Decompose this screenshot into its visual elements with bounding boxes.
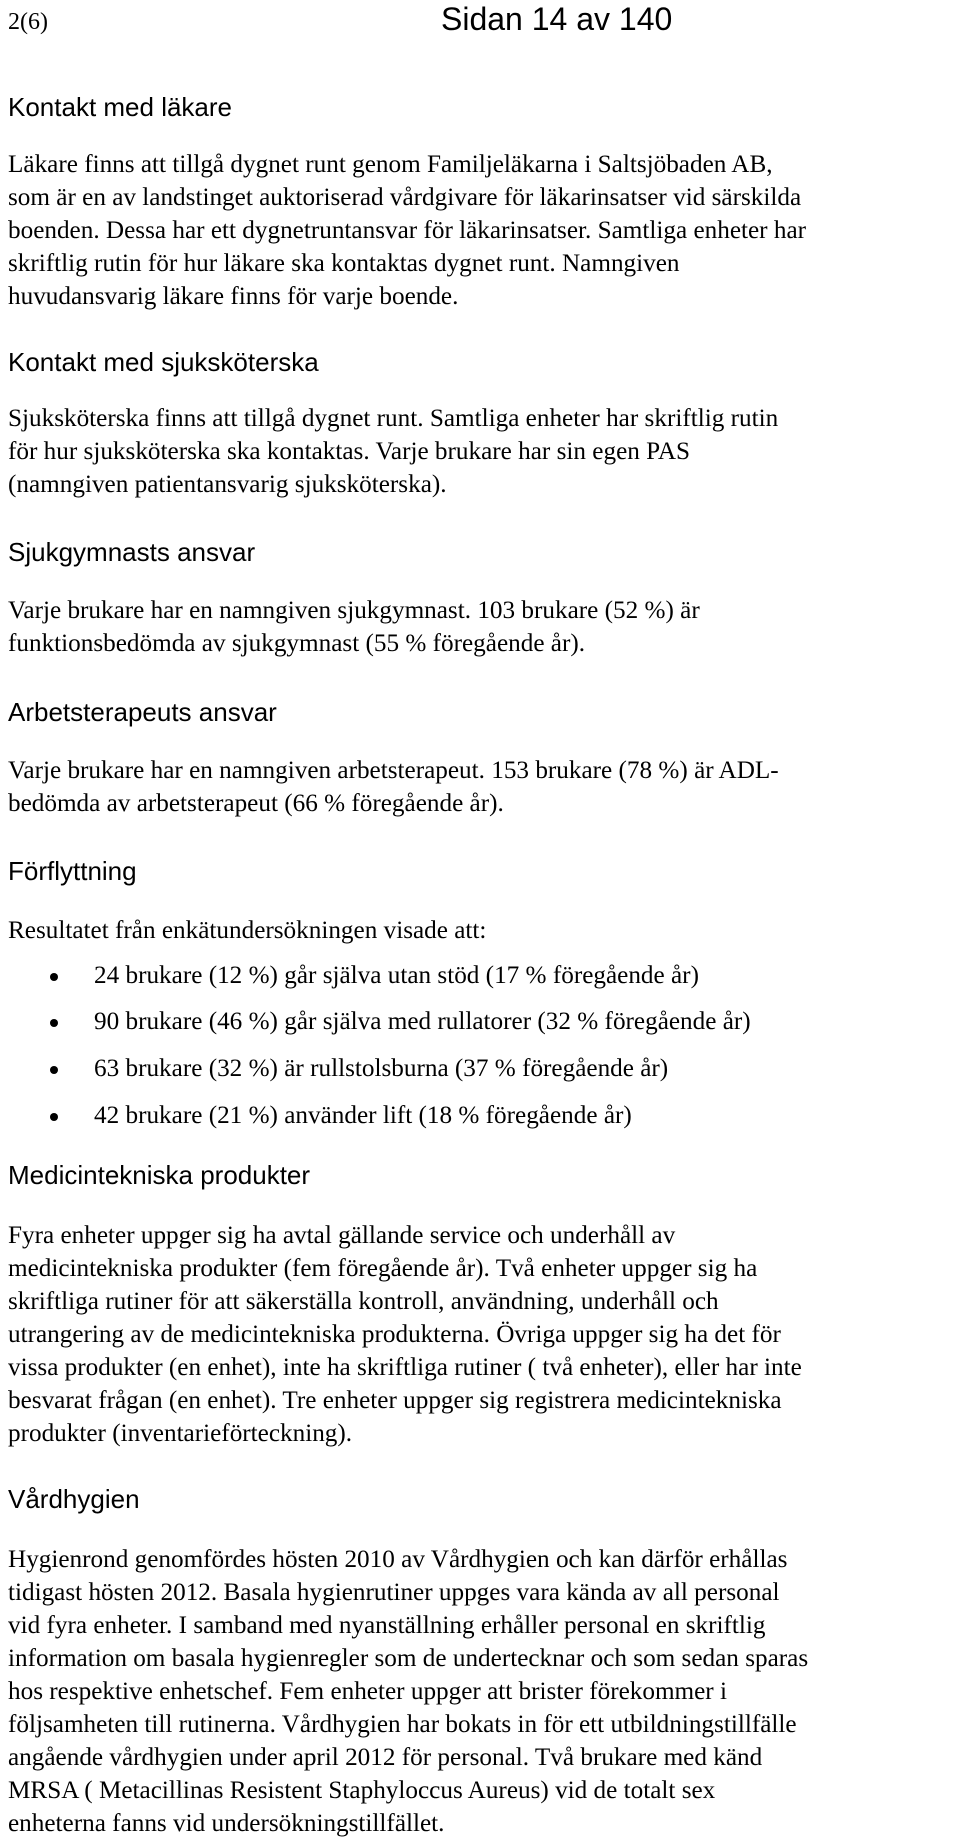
- paragraph-line: medicintekniska produkter (fem föregående år). Två enheter uppger sig ha: [8, 1255, 758, 1282]
- paragraph-kontakt-med-lakare: [8, 148, 956, 313]
- paragraph-kontakt-med-sjukskoterska: [8, 402, 956, 501]
- paragraph-line: (namngiven patientansvarig sjuksköterska).: [8, 471, 447, 498]
- paragraph-line: Resultatet från enkätundersökningen visade att:: [8, 917, 487, 944]
- paragraph-line: Hygienrond genomfördes hösten 2010 av Vårdhygien och kan därför erhållas: [8, 1546, 788, 1573]
- paragraph-line: angående vårdhygien under april 2012 för personal. Två brukare med känd: [8, 1744, 763, 1771]
- paragraph-line: Varje brukare har en namngiven sjukgymnast. 103 brukare (52 %) är: [8, 597, 700, 624]
- paragraph-line: vissa produkter (en enhet), inte ha skriftliga rutiner ( två enheter), eller har inte: [8, 1354, 802, 1381]
- paragraph-line: skriftliga rutiner för att säkerställa kontroll, användning, underhåll och: [8, 1288, 719, 1315]
- paragraph-line: för hur sjuksköterska ska kontaktas. Varje brukare har sin egen PAS: [8, 438, 691, 465]
- heading-medicintekniska-produkter: Medicintekniska produkter: [8, 1160, 311, 1190]
- paragraph-line: bedömda av arbetsterapeut (66 % föregående år).: [8, 790, 504, 817]
- paragraph-line: vid fyra enheter. I samband med nyanställning erhåller personal en skriftlig: [8, 1612, 766, 1639]
- paragraph-line: skriftlig rutin för hur läkare ska kontaktas dygnet runt. Namngiven: [8, 250, 680, 277]
- paragraph-line: hos respektive enhetschef. Fem enheter uppger att brister förekommer i: [8, 1678, 727, 1705]
- bullet-icon: [50, 1019, 58, 1027]
- paragraph-line: boenden. Dessa har ett dygnetruntansvar för läkarinsatser. Samtliga enheter har: [8, 217, 807, 244]
- list-item-text: 42 brukare (21 %) använder lift (18 % föregående år): [94, 1102, 632, 1129]
- paragraph-line: information om basala hygienregler som de undertecknar och som sedan sparas: [8, 1645, 809, 1672]
- paragraph-line: funktionsbedömda av sjukgymnast (55 % föregående år).: [8, 630, 586, 657]
- heading-arbetsterapeuts-ansvar: Arbetsterapeuts ansvar: [8, 697, 277, 727]
- paragraph-line: tidigast hösten 2012. Basala hygienrutiner uppges vara kända av all personal: [8, 1579, 780, 1606]
- paragraph-line: MRSA ( Metacillinas Resistent Staphyloccus Aureus) vid de totalt sex: [8, 1777, 716, 1804]
- list-item-text: 24 brukare (12 %) går själva utan stöd (17 % föregående år): [94, 962, 699, 989]
- paragraph-line: som är en av landstinget auktoriserad vårdgivare för läkarinsatser vid särskilda: [8, 184, 802, 211]
- list-item-text: 63 brukare (32 %) är rullstolsburna (37 % föregående år): [94, 1055, 669, 1082]
- paragraph-line: Läkare finns att tillgå dygnet runt genom Familjeläkarna i Saltsjöbaden AB,: [8, 151, 773, 178]
- bullet-icon: [50, 973, 58, 981]
- paragraph-line: Fyra enheter uppger sig ha avtal gällande service och underhåll av: [8, 1222, 676, 1249]
- paragraph-line: produkter (inventarieförteckning).: [8, 1420, 353, 1447]
- page-fraction: 2(6): [8, 9, 48, 35]
- paragraph-arbetsterapeuts-ansvar: [8, 754, 956, 820]
- paragraph-forflyttning-intro: [8, 914, 956, 947]
- page-number-label: Sidan 14 av 140: [441, 1, 673, 37]
- paragraph-vardhygien: [8, 1543, 956, 1840]
- paragraph-line: Sjuksköterska finns att tillgå dygnet runt. Samtliga enheter har skriftlig rutin: [8, 405, 779, 432]
- heading-sjukgymnasts-ansvar: Sjukgymnasts ansvar: [8, 537, 256, 567]
- heading-kontakt-med-lakare: Kontakt med läkare: [8, 92, 233, 122]
- paragraph-line: besvarat frågan (en enhet). Tre enheter uppger sig registrera medicintekniska: [8, 1387, 782, 1414]
- heading-kontakt-med-sjukskoterska: Kontakt med sjuksköterska: [8, 347, 319, 377]
- heading-forflyttning: Förflyttning: [8, 856, 137, 886]
- paragraph-line: huvudansvarig läkare finns för varje boende.: [8, 283, 459, 310]
- paragraph-line: följsamheten till rutinerna. Vårdhygien har bokats in för ett utbildningstillfälle: [8, 1711, 797, 1738]
- paragraph-line: enheterna fanns vid undersökningstillfället.: [8, 1810, 445, 1837]
- bullet-icon: [50, 1113, 58, 1121]
- paragraph-line: Varje brukare har en namngiven arbetsterapeut. 153 brukare (78 %) är ADL-: [8, 757, 779, 784]
- paragraph-sjukgymnasts-ansvar: [8, 594, 956, 660]
- heading-vardhygien: Vårdhygien: [8, 1484, 140, 1514]
- paragraph-medicintekniska-produkter: [8, 1219, 956, 1450]
- paragraph-line: utrangering av de medicintekniska produkterna. Övriga uppger sig ha det för: [8, 1321, 781, 1348]
- list-item-text: 90 brukare (46 %) går själva med rullatorer (32 % föregående år): [94, 1008, 751, 1035]
- bullet-icon: [50, 1066, 58, 1074]
